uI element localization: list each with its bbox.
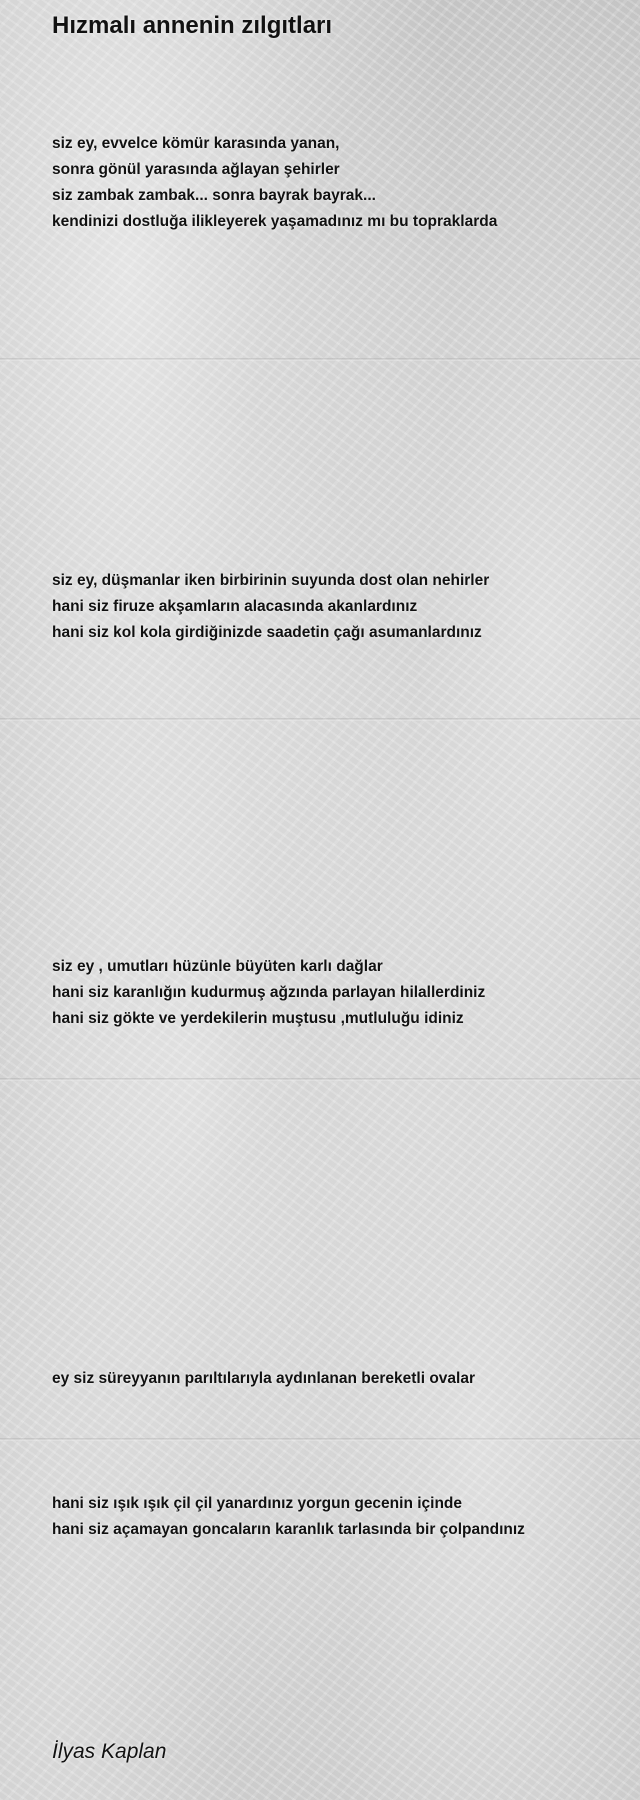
poem-line: sonra gönül yarasında ağlayan şehirler <box>52 161 340 178</box>
poem-line: siz ey, düşmanlar iken birbirinin suyunda dost olan nehirler <box>52 572 490 589</box>
background-tile-seam <box>0 358 640 361</box>
background-tile-seam <box>0 1078 640 1081</box>
stanza-5 <box>52 1491 525 1543</box>
poem-line: ey siz süreyyanın parıltılarıyla aydınlanan bereketli ovalar <box>52 1370 476 1387</box>
poem-line: siz zambak zambak... sonra bayrak bayrak... <box>52 187 376 204</box>
poem-author: İlyas Kaplan <box>52 1740 167 1763</box>
background-tile-seam <box>0 1438 640 1441</box>
stanza-2 <box>52 568 489 646</box>
poem-line: hani siz karanlığın kudurmuş ağzında parlayan hilallerdiniz <box>52 984 486 1001</box>
poem-line: hani siz firuze akşamların alacasında akanlardınız <box>52 598 418 615</box>
poem-line: siz ey, evvelce kömür karasında yanan, <box>52 135 340 152</box>
background-tile-seam <box>0 718 640 721</box>
poem-line: hani siz kol kola girdiğinizde saadetin çağı asumanlardınız <box>52 624 482 641</box>
poem-line: hani siz açamayan goncaların karanlık tarlasında bir çolpandınız <box>52 1521 525 1538</box>
poem-line: hani siz ışık ışık çil çil yanardınız yorgun gecenin içinde <box>52 1495 463 1512</box>
stanza-4 <box>52 1366 475 1392</box>
poem-line: hani siz gökte ve yerdekilerin muştusu ,mutluluğu idiniz <box>52 1010 464 1027</box>
poem-line: siz ey , umutları hüzünle büyüten karlı dağlar <box>52 958 383 975</box>
poem-title: Hızmalı annenin zılgıtları <box>52 12 333 39</box>
stanza-1 <box>52 131 497 235</box>
stanza-3 <box>52 954 485 1032</box>
poem-line: kendinizi dostluğa ilikleyerek yaşamadınız mı bu topraklarda <box>52 213 498 230</box>
